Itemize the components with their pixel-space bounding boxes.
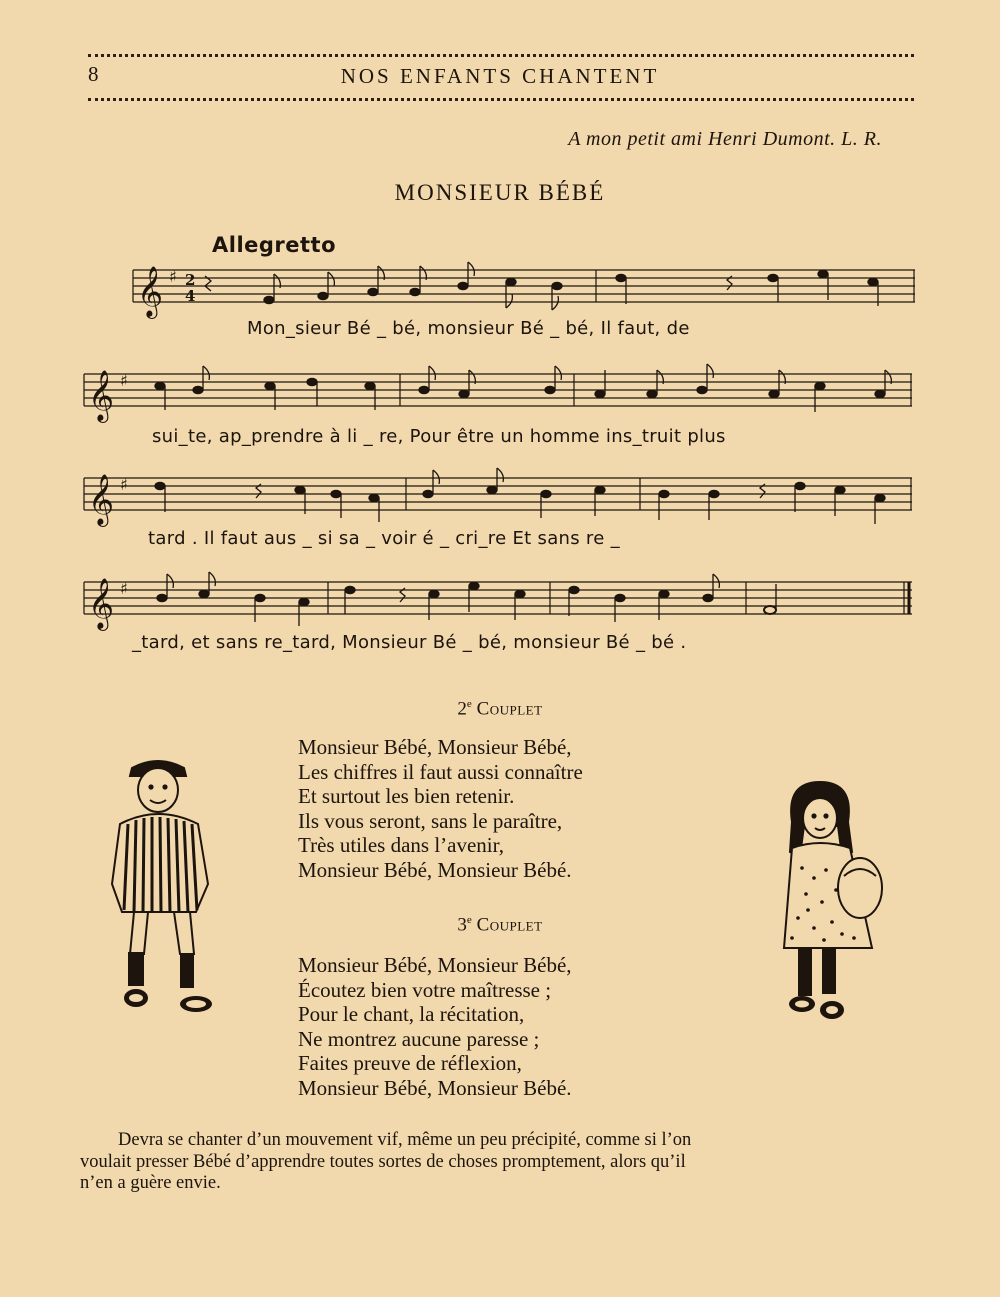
verse-line: Ne montrez aucune paresse ; [298,1026,540,1051]
music-system-4 [84,572,912,653]
couplet-3-verse [298,953,572,1101]
verse-line: Monsieur Bébé, Monsieur Bébé. [298,857,572,882]
header-dotted-rule-top [88,54,914,57]
verse-line: Très utiles dans l’avenir, [298,833,505,858]
verse-line: Ils vous seront, sans le paraître, [298,808,563,833]
sharp-sign-icon: ♯ [120,579,128,598]
couplet-3-title: 3e Couplet [457,914,543,936]
tempo-marking: Allegretto [212,233,337,257]
music-system-2 [84,364,912,447]
verse-line: Monsieur Bébé, Monsieur Bébé. [298,1075,572,1100]
lyric-line-3: tard . Il faut aus _ si sa _ voir é _ cri_re Et sans re _ [148,528,620,549]
couplet-2-verse [298,735,583,883]
staff-2 [84,364,912,421]
song-title: MONSIEUR BÉBÉ [394,180,606,205]
performance-note [80,1130,912,1195]
verse-line: Écoutez bien votre maîtresse ; [298,977,552,1002]
lyric-line-2: sui_te, ap_prendre à li _ re, Pour être un homme ins_truit plus [152,426,726,447]
note-line: voulait presser Bébé d’apprendre toutes sortes de choses promptement, alors qu’il [80,1151,686,1172]
music-system-1 [133,260,915,339]
note-line: n’en a guère envie. [80,1173,221,1193]
treble-clef-icon: 𝄞 [88,474,115,525]
lyric-line-4: _tard, et sans re_tard, Monsieur Bé _ bé, monsieur Bé _ bé . [132,632,687,653]
music-system-3 [84,468,912,549]
verse-line: Faites preuve de réflexion, [298,1051,522,1076]
header-dotted-rule-bottom [88,98,914,101]
treble-clef-icon: 𝄞 [88,370,115,421]
sharp-sign-icon: ♯ [120,371,128,390]
treble-clef-icon: 𝄞 [137,266,164,317]
couplet-2-title: 2e Couplet [457,698,543,720]
lyric-line-1: Mon_sieur Bé _ bé, monsieur Bé _ bé, Il faut, de [247,318,690,339]
staff-1 [133,260,915,317]
verse-line: Les chiffres il faut aussi connaître [298,759,583,784]
verse-line: Et surtout les bien retenir. [298,784,515,809]
verse-line: Monsieur Bébé, Monsieur Bébé, [298,953,572,977]
time-signature-bottom: 4 [185,287,196,305]
verse-line: Monsieur Bébé, Monsieur Bébé, [298,735,572,759]
time-signature-top: 2 [185,271,196,289]
sharp-sign-icon: ♯ [120,475,128,494]
sharp-sign-icon: ♯ [169,267,177,286]
page-number: 8 [88,62,99,86]
staff-4 [84,572,912,629]
note-line: Devra se chanter d’un mouvement vif, même un peu précipité, comme si l’on [118,1130,692,1150]
verse-line: Pour le chant, la récitation, [298,1002,525,1027]
treble-clef-icon: 𝄞 [88,578,115,629]
running-title: NOS ENFANTS CHANTENT [340,64,660,88]
girl-illustration [762,778,892,1033]
staff-3 [84,468,912,525]
boy-illustration [100,752,220,1027]
dedication: A mon petit ami Henri Dumont. L. R. [568,128,882,150]
